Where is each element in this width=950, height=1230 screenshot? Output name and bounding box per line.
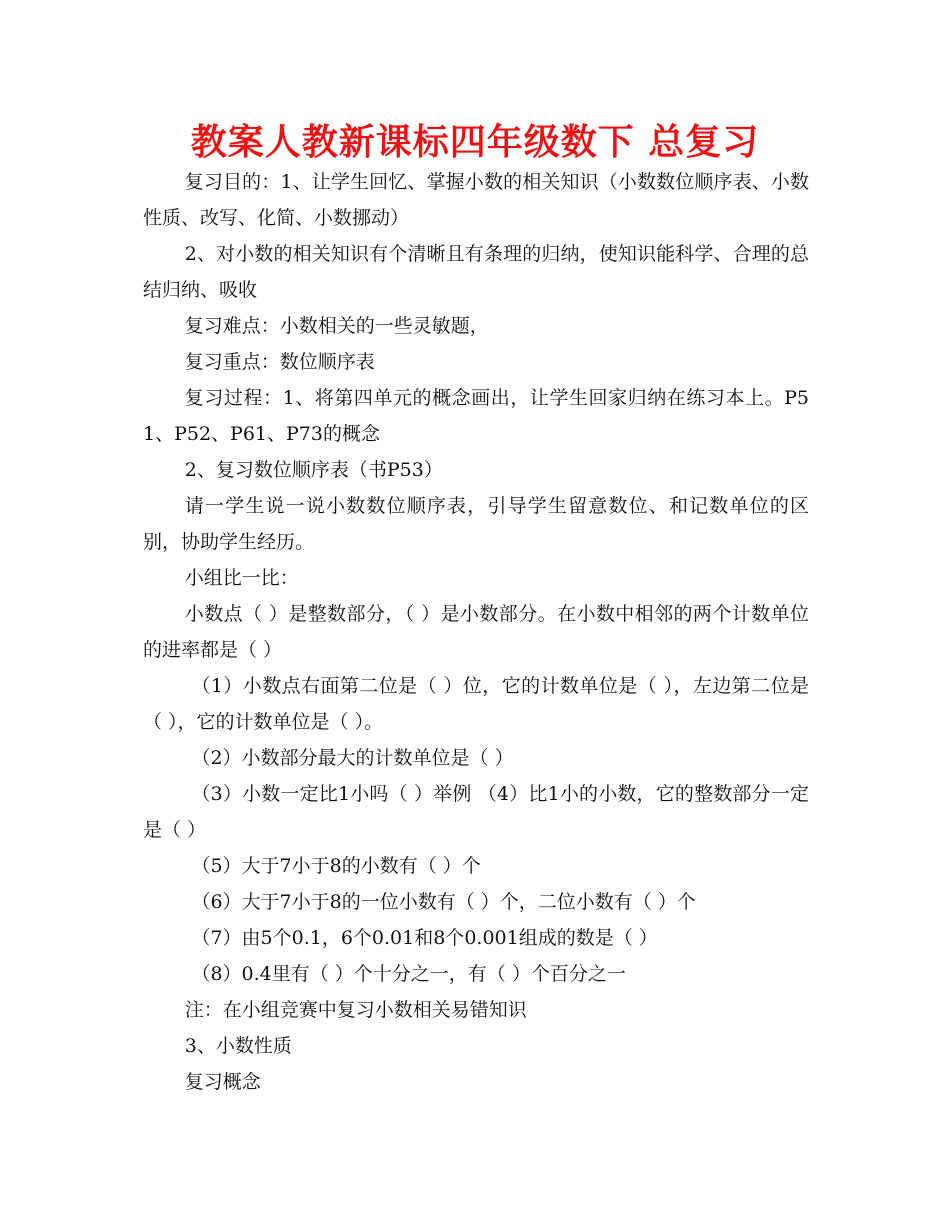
paragraph-review-concept: 复习概念 [184, 1071, 261, 1093]
question-1: （1）小数点右面第二位是（ ）位，它的计数单位是（ ），左边第二位是（ ），它的计数单位是（ ）。 [143, 675, 809, 733]
question-7: （7）由5个0.1，6个0.01和8个0.001组成的数是（ ） [191, 927, 658, 949]
document-body [143, 164, 809, 1100]
paragraph-difficulty: 复习难点：小数相关的一些灵敏题， [184, 315, 489, 337]
paragraph-decimal-point-question: 小数点（ ）是整数部分，（ ）是小数部分。在小数中相邻的两个计数单位的进率都是（ ） [143, 603, 809, 661]
paragraph-decimal-property: 3、小数性质 [184, 1035, 292, 1057]
paragraph-group-compare: 小组比一比： [184, 567, 299, 589]
document-title: 教案人教新课标四年级数下 总复习 [190, 122, 760, 163]
question-2: （2）小数部分最大的计数单位是（ ） [191, 747, 514, 769]
question-5: （5）大于7小于8的小数有（ ）个 [191, 855, 481, 877]
paragraph-review-goal: 复习目的：1、让学生回忆、掌握小数的相关知识（小数数位顺序表、小数性质、改写、化简、小数挪动） [143, 171, 809, 229]
paragraph-student-explain: 请一学生说一说小数数位顺序表，引导学生留意数位、和记数单位的区别，协助学生经历。 [143, 495, 809, 553]
question-6: （6）大于7小于8的一位小数有（ ）个，二位小数有（ ）个 [191, 891, 696, 913]
paragraph-process-1: 复习过程：1、将第四单元的概念画出，让学生回家归纳在练习本上。P51、P52、P61、P73的概念 [143, 387, 809, 445]
question-3-4: （3）小数一定比1小吗（ ）举例 （4）比1小的小数，它的整数部分一定是（ ） [143, 783, 809, 841]
paragraph-note: 注：在小组竞赛中复习小数相关易错知识 [184, 999, 527, 1021]
question-8: （8）0.4里有（ ）个十分之一，有（ ）个百分之一 [191, 963, 626, 985]
paragraph-key-point: 复习重点：数位顺序表 [184, 351, 375, 373]
paragraph-process-2: 2、复习数位顺序表（书P53） [184, 459, 443, 481]
paragraph-goal-2: 2、对小数的相关知识有个清晰且有条理的归纳，使知识能科学、合理的总结归纳、吸收 [143, 243, 809, 301]
